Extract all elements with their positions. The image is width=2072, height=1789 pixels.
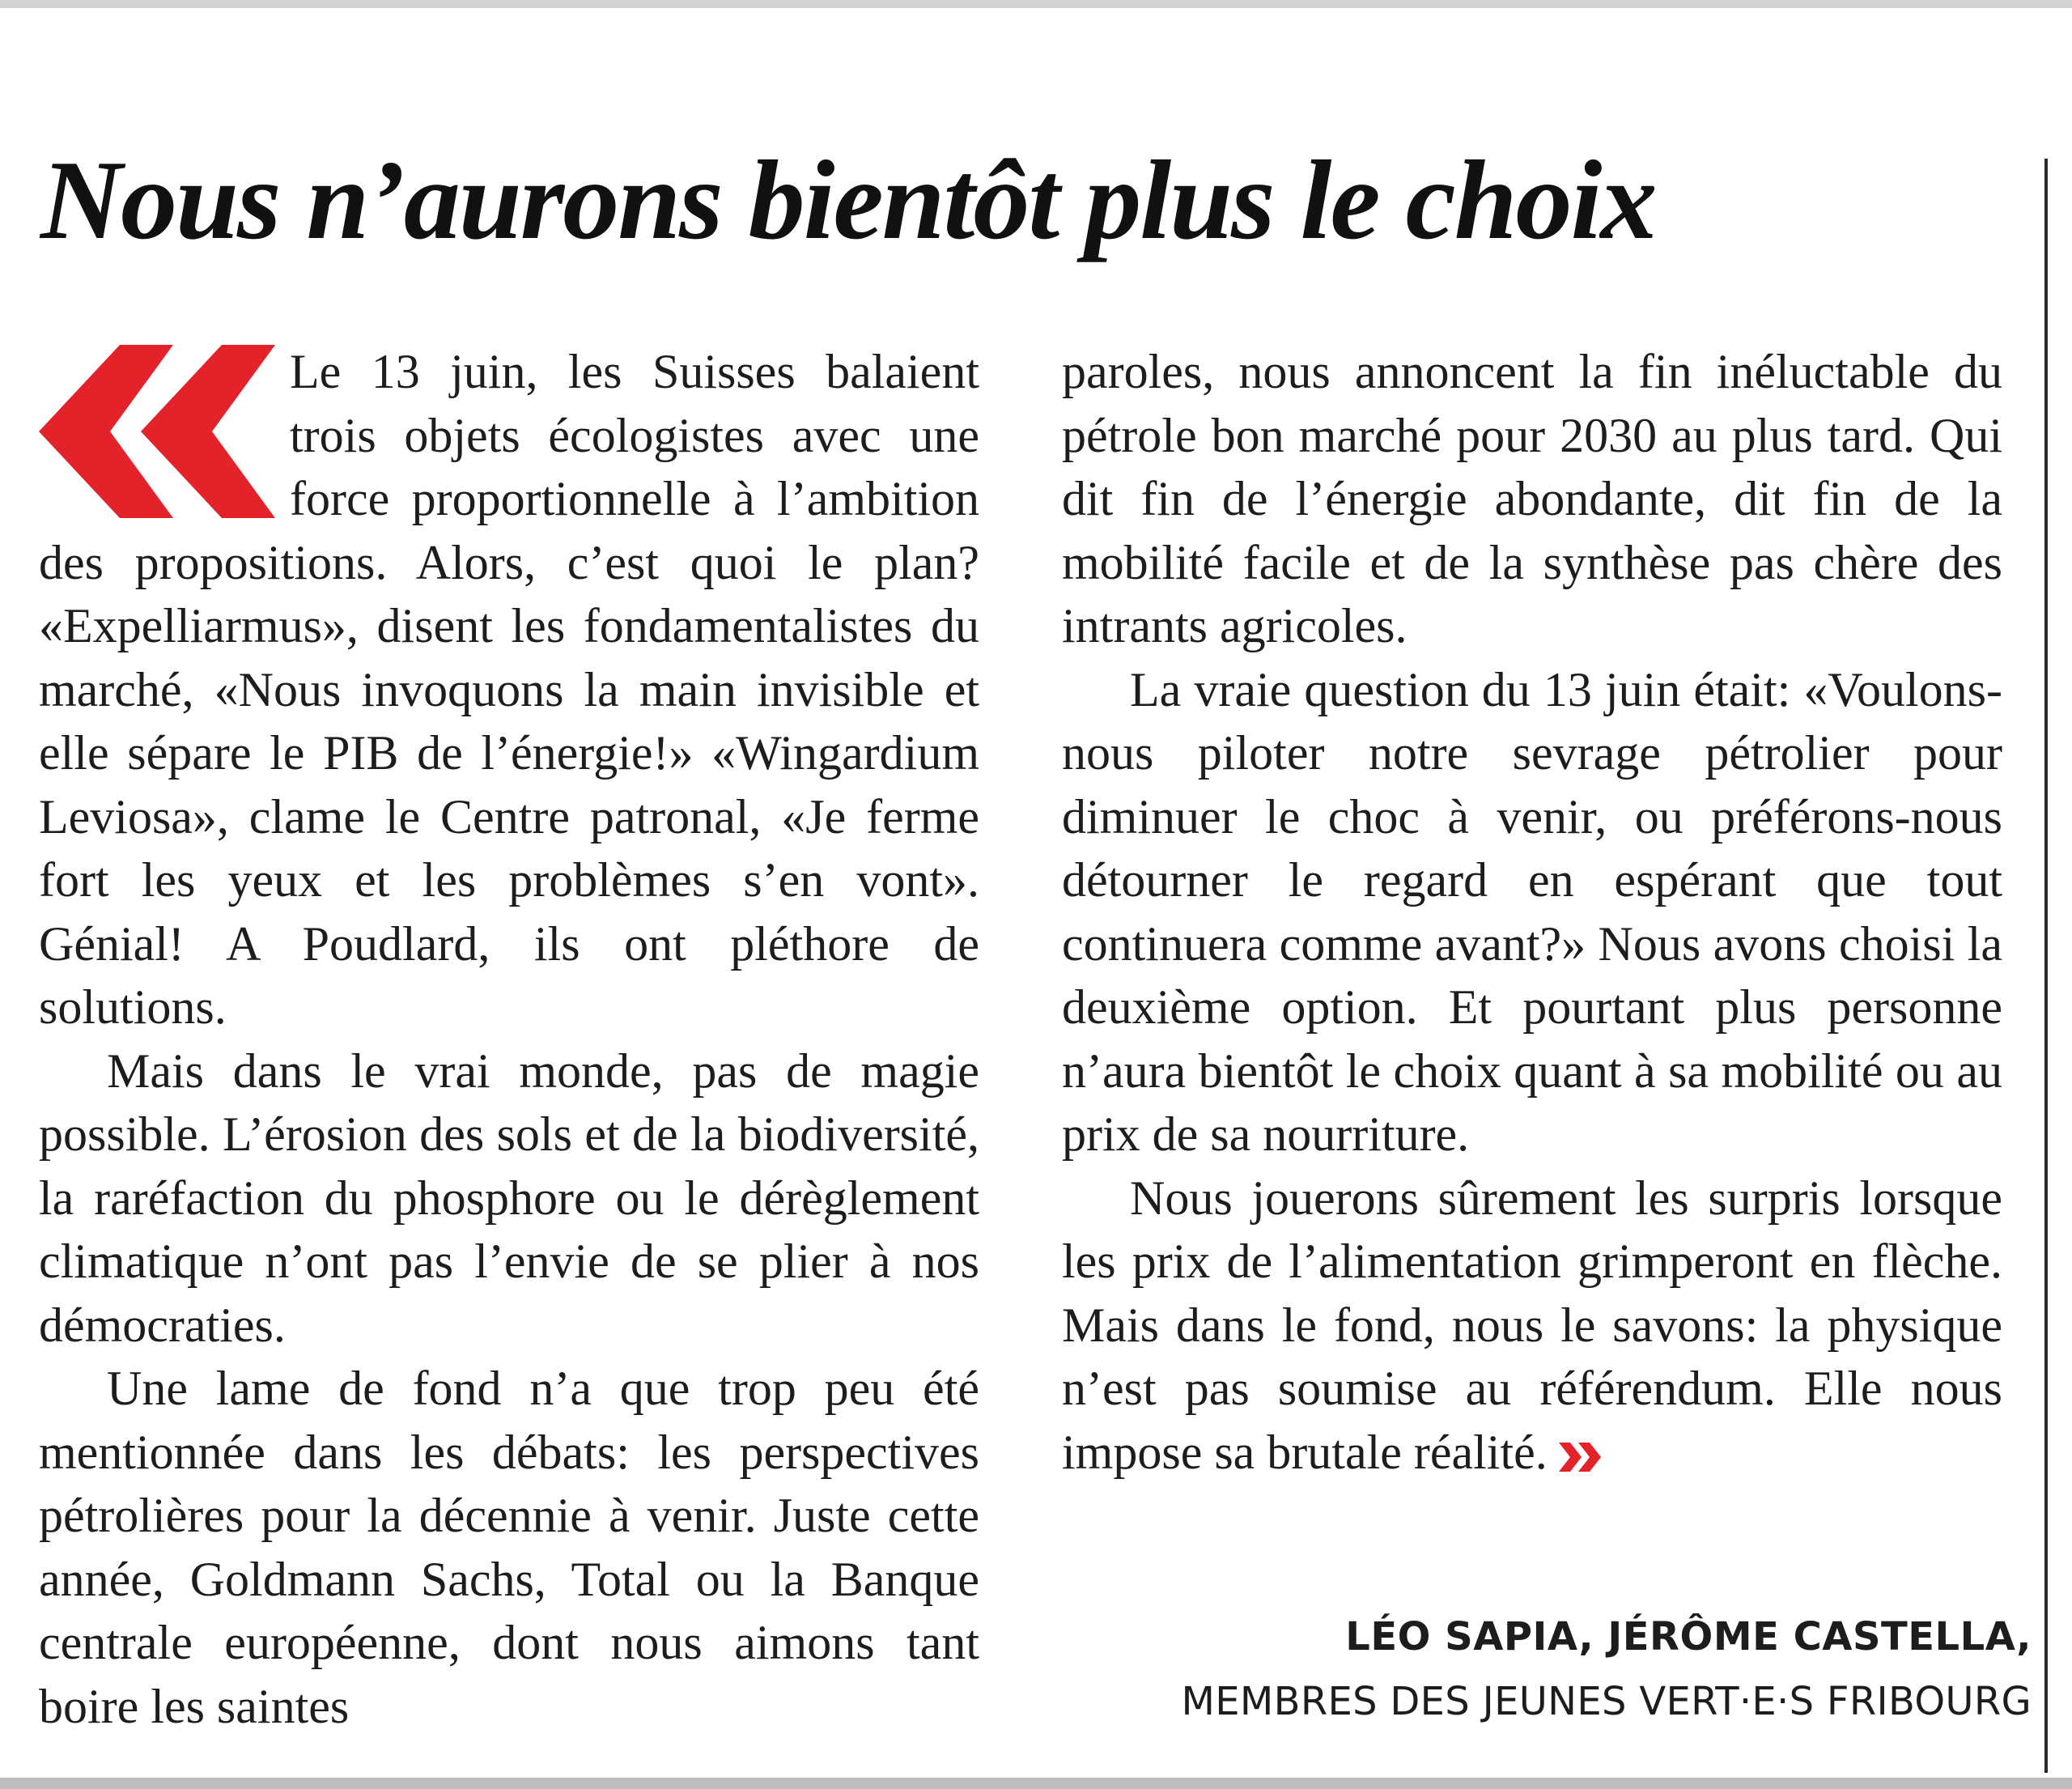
top-rule	[0, 0, 2072, 8]
article-column-right	[1062, 340, 2002, 1484]
article-paragraph-1: Le 13 juin, les Suisses balaient trois objets écologistes avec une force proportionnelle à l’ambition des propositions. Alors, c’est quoi le plan? «Expelliarmus», disent les fondamentalistes du marché, «Nous invoquons la main invisible et elle sépare le PIB de l’énergie!» «Wingardium Leviosa», clame le Centre patronal, «Je ferme fort les yeux et les problèmes s’en vont». Génial! A Poudlard, ils ont pléthore de solutions.	[39, 345, 979, 1034]
article-headline: Nous n’aurons bientôt plus le choix	[40, 138, 1656, 263]
article-paragraph-6-text: Nous jouerons sûrement les surpris lorsque les prix de l’alimentation grimperont en flèche. Mais dans le fond, nous le savons: la physique n’est pas soumise au référendum. Elle nous impose sa brutale réalité.	[1062, 1171, 2002, 1479]
byline-role: MEMBRES DES JEUNES VERT·E·S FRIBOURG	[1181, 1679, 2032, 1724]
quote-close-icon	[1559, 1443, 1603, 1472]
column-rule	[2044, 159, 2048, 1773]
article-paragraph-2: Mais dans le vrai monde, pas de magie possible. L’érosion des sols et de la biodiversité, la raréfaction du phosphore ou le dérèglement climatique n’ont pas l’envie de se plier à nos démocraties.	[39, 1043, 979, 1352]
bottom-rule	[0, 1778, 2072, 1789]
article-paragraph-6	[1062, 1166, 2002, 1485]
article-column-left	[39, 340, 979, 1738]
article-paragraph-4: paroles, nous annoncent la fin inéluctable du pétrole bon marché pour 2030 au plus tard. Qui dit fin de l’énergie abondante, dit fin de la mobilité facile et de la synthèse pas chère des intrants agricoles.	[1062, 345, 2002, 652]
quote-open-icon	[39, 345, 275, 518]
article-paragraph-3: Une lame de fond n’a que trop peu été mentionnée dans les débats: les perspectives pétrolières pour la décennie à venir. Juste cette année, Goldmann Sachs, Total ou la Banque centrale européenne, dont nous aimons tant boire les saintes	[39, 1362, 979, 1733]
article-paragraph-5: La vraie question du 13 juin était: «Voulons-nous piloter notre sevrage pétrolier pour diminuer le choc à venir, ou préférons-nous détourner le regard en espérant que tout continuera comme avant?» Nous avons choisi la deuxième option. Et pourtant plus personne n’aura bientôt le choix quant à sa mobilité ou au prix de sa nourriture.	[1062, 662, 2002, 1161]
byline-authors: LÉO SAPIA, JÉRÔME CASTELLA,	[1345, 1614, 2032, 1659]
